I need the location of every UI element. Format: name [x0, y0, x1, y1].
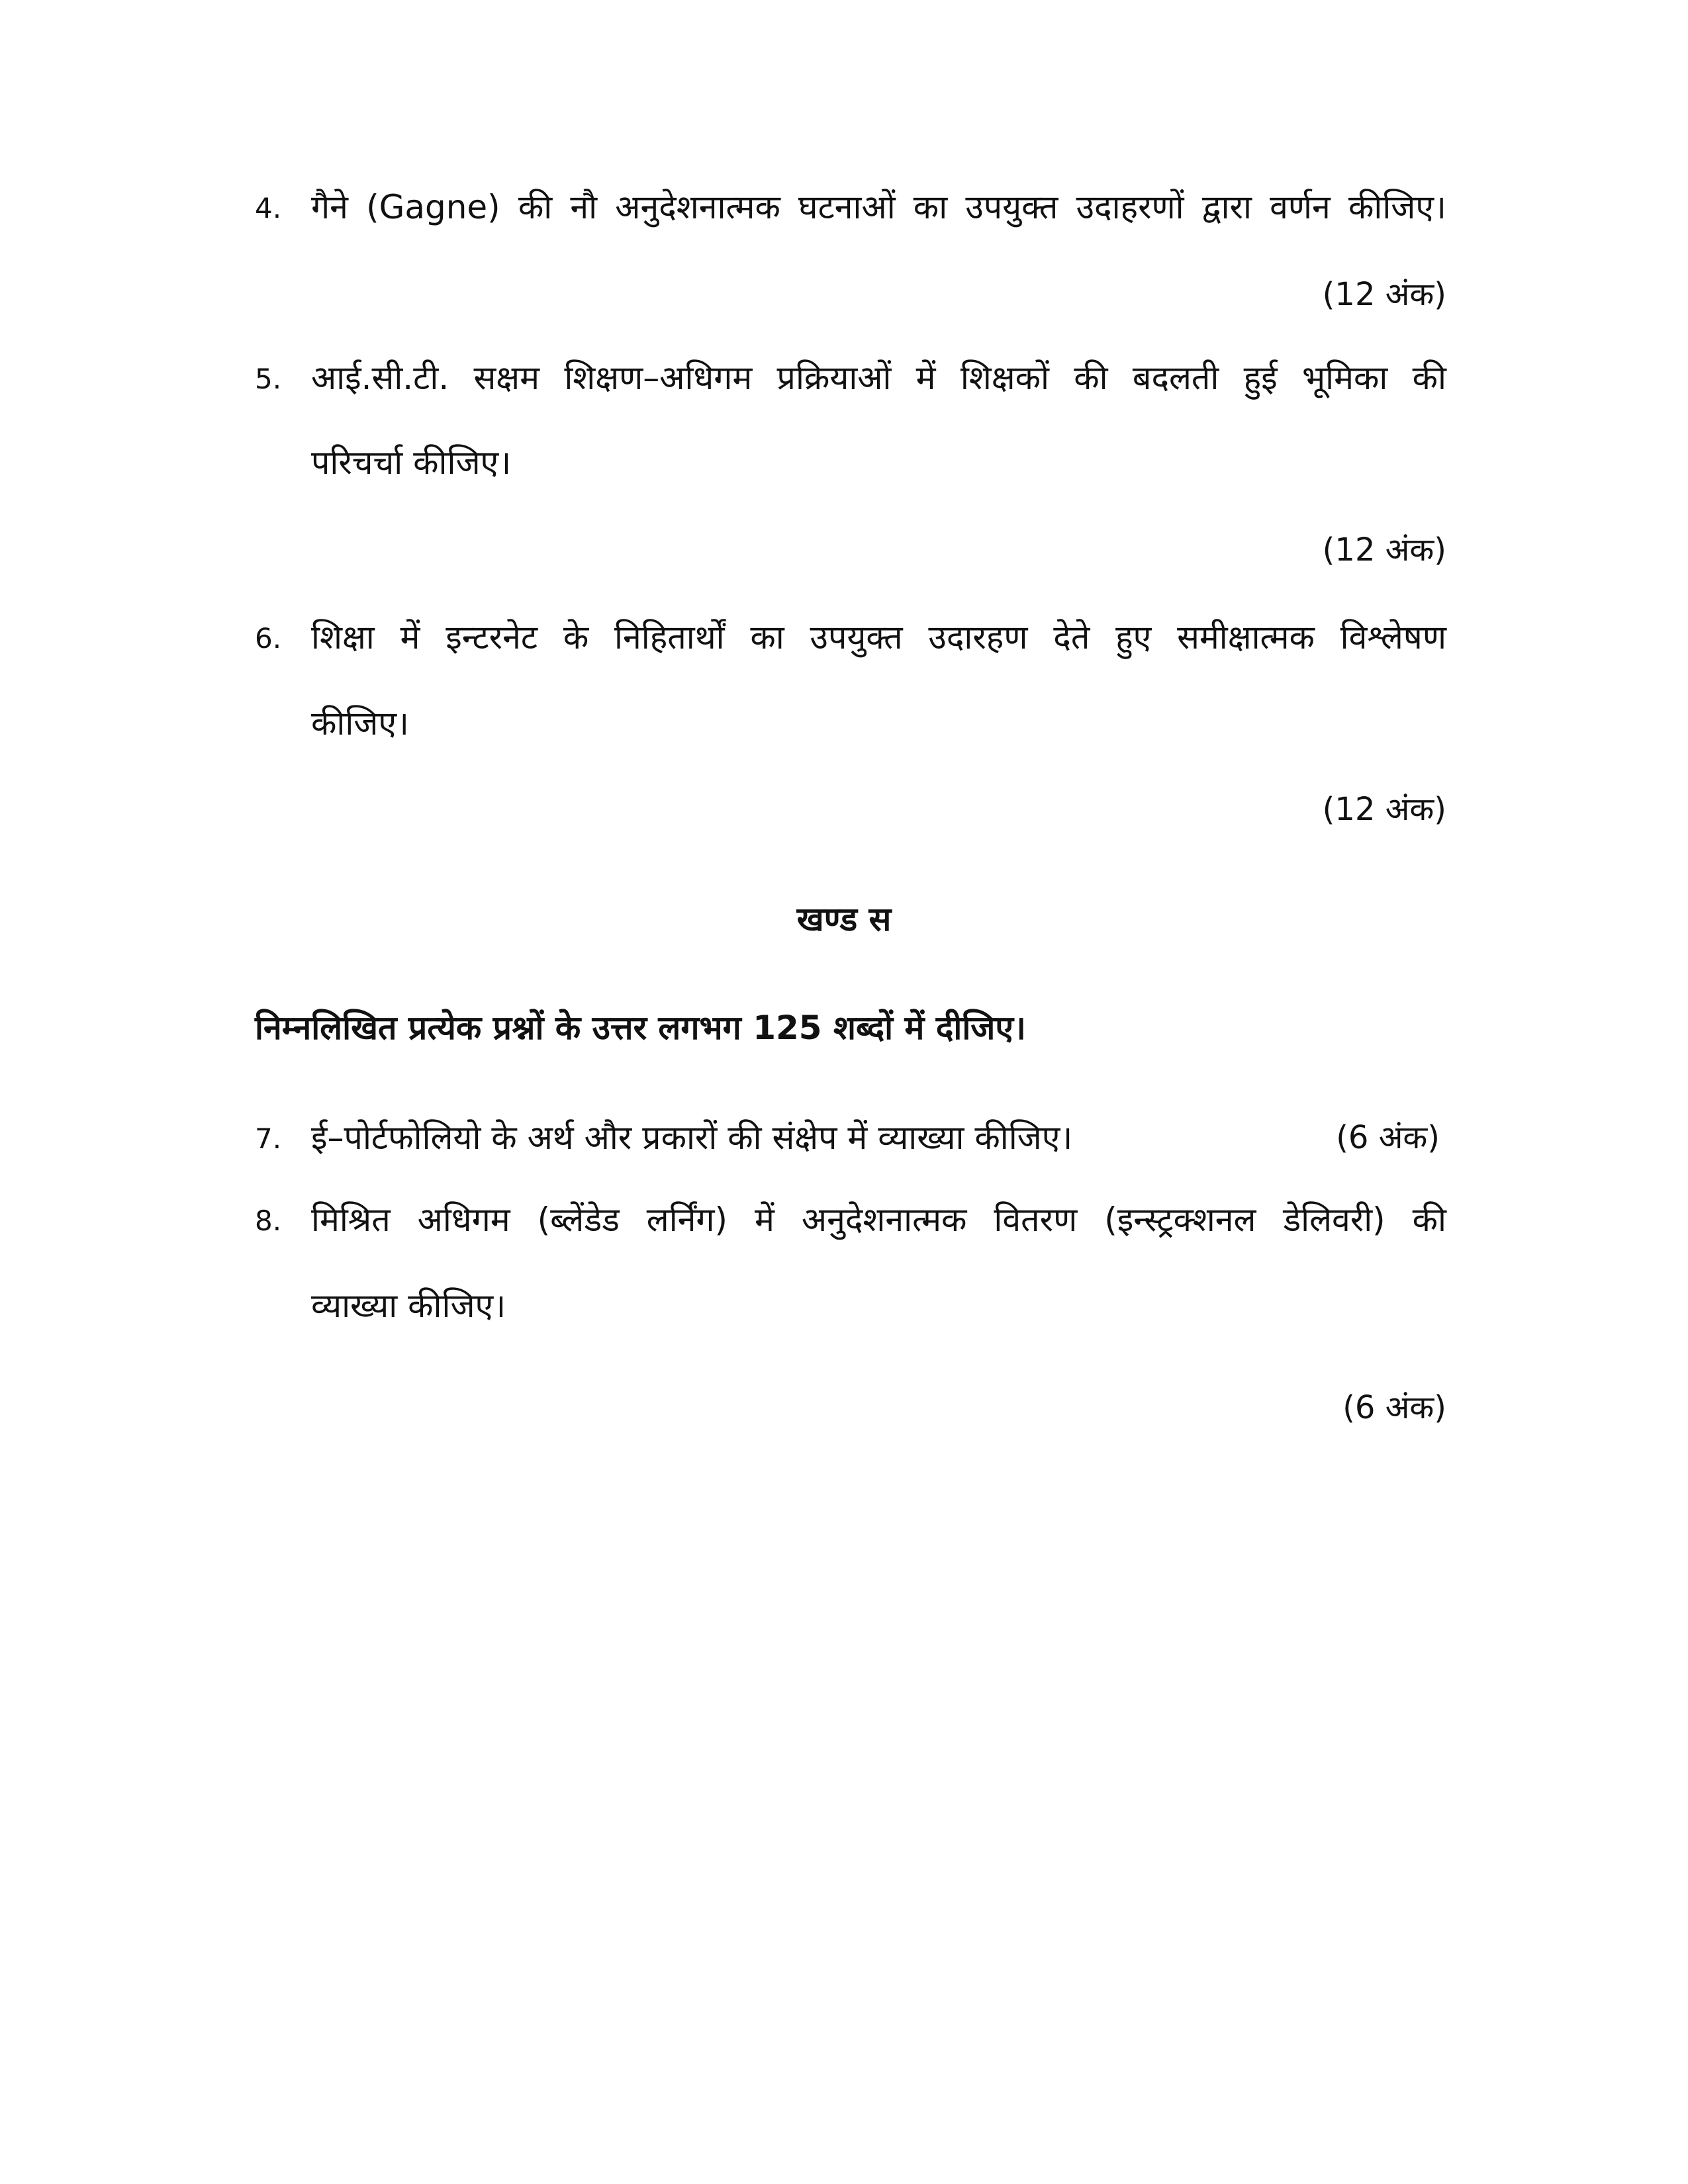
question-number: 8. [255, 1205, 282, 1237]
question-text-line: परिचर्चा कीजिए। [311, 443, 512, 482]
question-marks: (6 अंक) [1342, 1389, 1446, 1426]
question-marks: (12 अंक) [1322, 791, 1446, 828]
question-marks: (12 अंक) [1322, 531, 1446, 569]
question-text-line: व्याख्या कीजिए। [311, 1287, 506, 1325]
question-number: 6. [255, 622, 282, 655]
question-text-line: आई.सी.टी. सक्षम शिक्षण–अधिगम प्रक्रियाओं में शिक्षकों की बदलती हुई भूमिका की [311, 359, 1446, 397]
question-number: 5. [255, 363, 282, 395]
question-text-line: गैने (Gagne) की नौ अनुदेशनात्मक घटनाओं का उपयुक्त उदाहरणों द्वारा वर्णन कीजिए। [311, 188, 1446, 226]
question-text-line: ई–पोर्टफोलियो के अर्थ और प्रकारों की संक्षेप में व्याख्या कीजिए। [311, 1118, 1073, 1157]
question-text-line: शिक्षा में इन्टरनेट के निहितार्थों का उपयुक्त उदारहण देते हुए समीक्षात्मक विश्लेषण [311, 618, 1446, 657]
question-text-line: कीजिए। [311, 704, 409, 743]
question-number: 4. [255, 192, 282, 224]
section-instruction: निम्नलिखित प्रत्येक प्रश्नों के उत्तर लगभग 125 शब्दों में दीजिए। [255, 1009, 1026, 1047]
section-title: खण्ड स [796, 900, 892, 938]
question-text-line: मिश्रित अधिगम (ब्लेंडेड लर्निंग) में अनुदेशनात्मक वितरण (इन्स्ट्रक्शनल डेलिवरी) की [311, 1201, 1446, 1239]
question-marks: (12 अंक) [1322, 276, 1446, 313]
question-number: 7. [255, 1122, 282, 1155]
question-marks: (6 अंक) [1336, 1119, 1440, 1156]
